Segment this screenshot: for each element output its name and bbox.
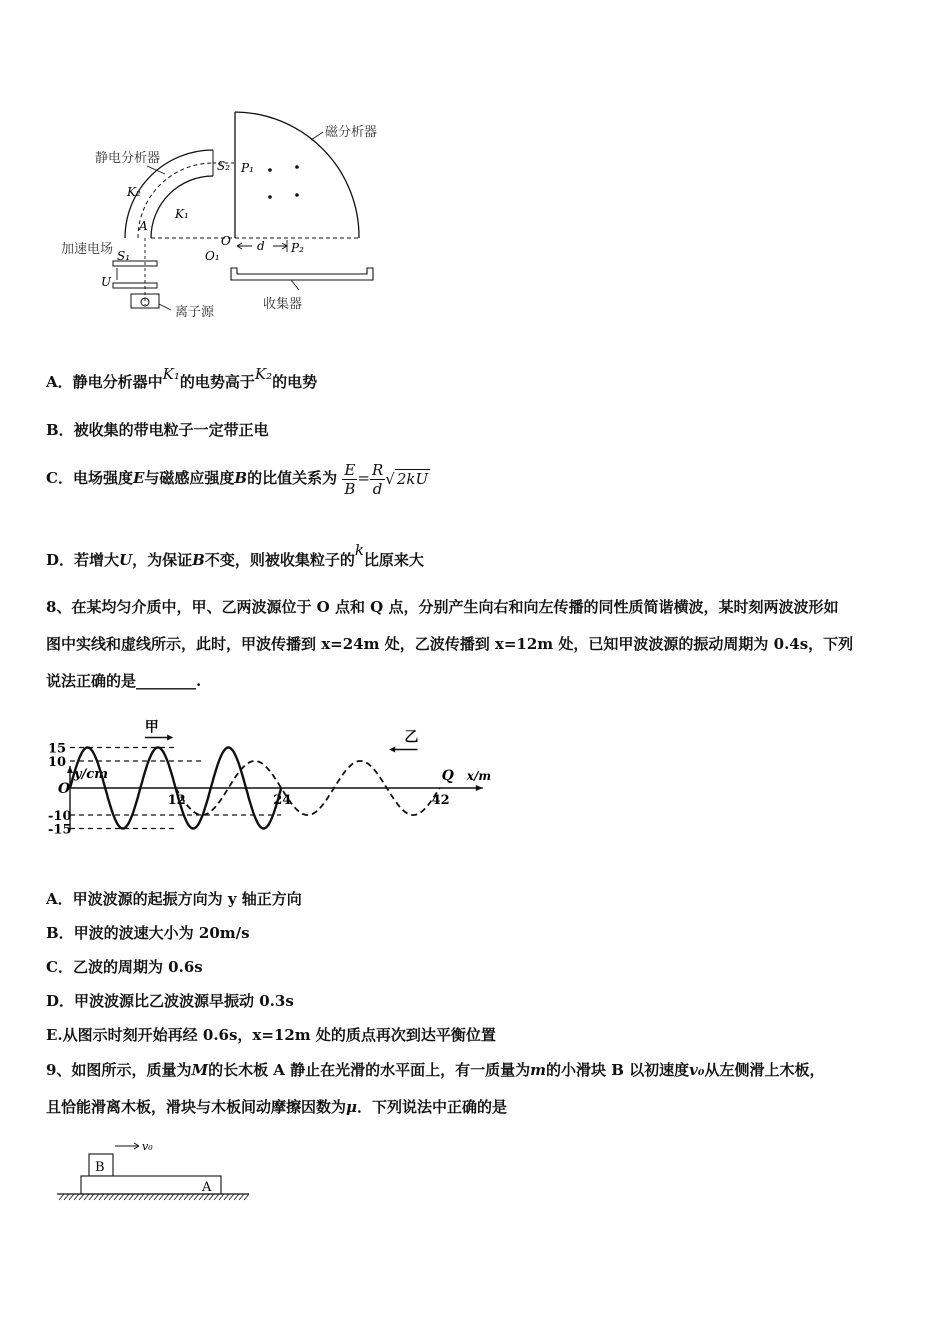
ground-hatch — [144, 1194, 149, 1200]
q7-option-b: B．被收集的带电粒子一定带正电 — [46, 421, 269, 439]
ground-hatch — [64, 1194, 69, 1200]
ground-hatch — [84, 1194, 89, 1200]
q7-d-mid2: 不变，则被收集粒子的 — [204, 551, 355, 569]
ground-hatch — [149, 1194, 154, 1200]
q7-a-k1: K₁ — [162, 365, 180, 383]
series-yi-arrowhead — [389, 747, 395, 753]
frac-num: E — [342, 461, 357, 480]
q9-m-big: M — [191, 1061, 209, 1079]
q7-c-pre: C．电场强度 — [46, 469, 133, 487]
label-a: A — [139, 219, 148, 233]
ground-hatch — [174, 1194, 179, 1200]
q9-post: 从左侧滑上木板， — [704, 1061, 825, 1079]
ground-hatch — [179, 1194, 184, 1200]
q7-figure — [55, 100, 405, 330]
ground-hatch — [129, 1194, 134, 1200]
ground-hatch — [124, 1194, 129, 1200]
q7-c-frac-eb — [342, 461, 357, 498]
q7-c-eq: = — [357, 469, 370, 487]
x-tick-label: 12 — [167, 793, 186, 808]
sqrt-radicand: 2kU — [396, 470, 429, 488]
q7-option-a — [46, 365, 318, 392]
q8-option-c: C．乙波的周期为 0.6s — [46, 958, 203, 976]
label-b: B — [95, 1160, 105, 1175]
label-v0: v₀ — [142, 1140, 153, 1153]
series-jia-arrowhead — [167, 735, 173, 741]
series-jia-label: 甲 — [144, 719, 159, 736]
ground-hatch — [214, 1194, 219, 1200]
label-k2: K₂ — [127, 185, 141, 199]
y-axis-arrow — [67, 766, 73, 773]
q8-option-e: E.从图示时刻开始再经 0.6s，x=12m 处的质点再次到达平衡位置 — [46, 1026, 496, 1044]
label-p1: P₁ — [241, 161, 254, 175]
series-yi-label: 乙 — [404, 729, 419, 746]
label-accel: 加速电场 — [61, 242, 114, 257]
y-axis-label: y/cm — [74, 767, 108, 782]
label-u: U — [101, 275, 112, 289]
q9-pre: 9、如图所示，质量为 — [46, 1061, 192, 1079]
ground-hatch — [119, 1194, 124, 1200]
label-source: 离子源 — [175, 305, 215, 320]
q7-d-post: 比原来大 — [363, 551, 424, 569]
label-d: d — [257, 239, 265, 253]
q7-a-pre: A．静电分析器中 — [46, 373, 163, 391]
q7-d-u: U — [119, 551, 133, 569]
y-tick-label: -10 — [48, 809, 72, 824]
ground-hatch — [69, 1194, 74, 1200]
frac-den: d — [372, 479, 383, 498]
q7-option-d — [46, 541, 424, 570]
label-magnetic: 磁分析器 — [325, 125, 378, 140]
ground-hatch — [219, 1194, 224, 1200]
ground-hatch — [229, 1194, 234, 1200]
label-s2: S₂ — [217, 159, 231, 173]
ground-hatch — [164, 1194, 169, 1200]
ground-hatch — [134, 1194, 139, 1200]
label-electrostatic: 静电分析器 — [95, 151, 161, 166]
q7-c-frac-rd — [370, 461, 385, 498]
q8-line-3: 说法正确的是________. — [46, 672, 202, 690]
label-collector: 收集器 — [263, 297, 303, 312]
ground-hatch — [194, 1194, 199, 1200]
label-s1: S₁ — [117, 249, 131, 263]
q7-c-b: B — [234, 469, 248, 487]
q9-line-1 — [46, 1060, 824, 1080]
q9-line-2 — [46, 1097, 507, 1117]
ground-hatch — [234, 1194, 239, 1200]
q7-c-mid: 与磁感应强度 — [144, 469, 235, 487]
y-tick-label: -15 — [48, 822, 72, 838]
x-tick-label: 24 — [273, 793, 292, 808]
q7-d-b: B — [192, 551, 205, 569]
board-a — [81, 1176, 221, 1194]
q8-line-1: 8、在某均匀介质中，甲、乙两波源位于 O 点和 Q 点，分别产生向右和向左传播的同性质简谐横波，某时刻两波波形如 — [46, 598, 839, 616]
y-tick-label: 10 — [48, 755, 67, 770]
ground-hatch — [169, 1194, 174, 1200]
q9-v0: v₀ — [689, 1061, 705, 1079]
x-axis-label: x/m — [466, 769, 492, 783]
q-label: Q — [441, 768, 454, 784]
q8-option-b: B．甲波的波速大小为 20m/s — [46, 924, 250, 942]
ground-hatch — [159, 1194, 164, 1200]
q7-d-mid: ，为保证 — [132, 551, 193, 569]
q7-d-k: k — [354, 541, 364, 559]
ground-hatch — [94, 1194, 99, 1200]
label-o: O — [221, 234, 231, 248]
ground-hatch — [239, 1194, 244, 1200]
y-tick-label: 15 — [48, 741, 67, 757]
ground-hatch — [184, 1194, 189, 1200]
q7-a-post: 的电势 — [272, 373, 318, 391]
ground-hatch — [109, 1194, 114, 1200]
collector — [231, 268, 373, 280]
q7-a-mid: 的电势高于 — [179, 373, 255, 391]
q9-mid2: 的小滑块 B 以初速度 — [546, 1061, 690, 1079]
label-p2: P₂ — [291, 241, 304, 255]
q8-option-d: D．甲波波源比乙波波源早振动 0.3s — [46, 992, 294, 1010]
ground-hatch — [114, 1194, 119, 1200]
q9-mid: 的长木板 A 静止在光滑的水平面上，有一质量为 — [208, 1061, 531, 1079]
ground-hatch — [99, 1194, 104, 1200]
ground-hatch — [154, 1194, 159, 1200]
q9-figure — [55, 1136, 255, 1206]
q9-line2-post: ．下列说法中正确的是 — [357, 1098, 508, 1116]
q7-a-k2: K₂ — [254, 365, 273, 383]
frac-num: R — [371, 460, 384, 479]
ground-hatch — [224, 1194, 229, 1200]
q7-c-post: 的比值关系为 — [247, 469, 338, 487]
q7-c-sqrt: √ 2kU — [385, 470, 429, 488]
origin-label: O — [58, 781, 71, 797]
q8-option-a: A．甲波波源的起振方向为 y 轴正方向 — [46, 890, 302, 908]
q7-d-pre: D．若增大 — [46, 551, 120, 569]
ground-hatch — [79, 1194, 84, 1200]
q9-m-small: m — [530, 1061, 547, 1079]
q9-mu: μ — [346, 1098, 357, 1116]
label-a: A — [202, 1180, 212, 1195]
q8-line-2: 图中实线和虚线所示，此时，甲波传播到 x=24m 处，乙波传播到 x=12m 处，已知甲波波源的振动周期为 0.4s，下列 — [46, 635, 854, 653]
frac-den: B — [344, 479, 356, 498]
ground-hatch — [104, 1194, 109, 1200]
q7-option-c — [46, 458, 430, 499]
q7-c-e: E — [132, 469, 145, 487]
label-k1: K₁ — [175, 207, 189, 221]
ground-hatch — [59, 1194, 64, 1200]
ground-hatch — [189, 1194, 194, 1200]
ground-hatch — [74, 1194, 79, 1200]
ground-hatch — [89, 1194, 94, 1200]
wave-chart — [45, 702, 492, 872]
label-o1: O₁ — [205, 249, 220, 263]
x-axis-arrow — [476, 785, 483, 791]
ground-hatch — [139, 1194, 144, 1200]
x-tick-label: 42 — [431, 793, 450, 808]
ground-hatch — [244, 1194, 249, 1200]
q9-line2-pre: 且恰能滑离木板，滑块与木板间动摩擦因数为 — [46, 1098, 347, 1116]
